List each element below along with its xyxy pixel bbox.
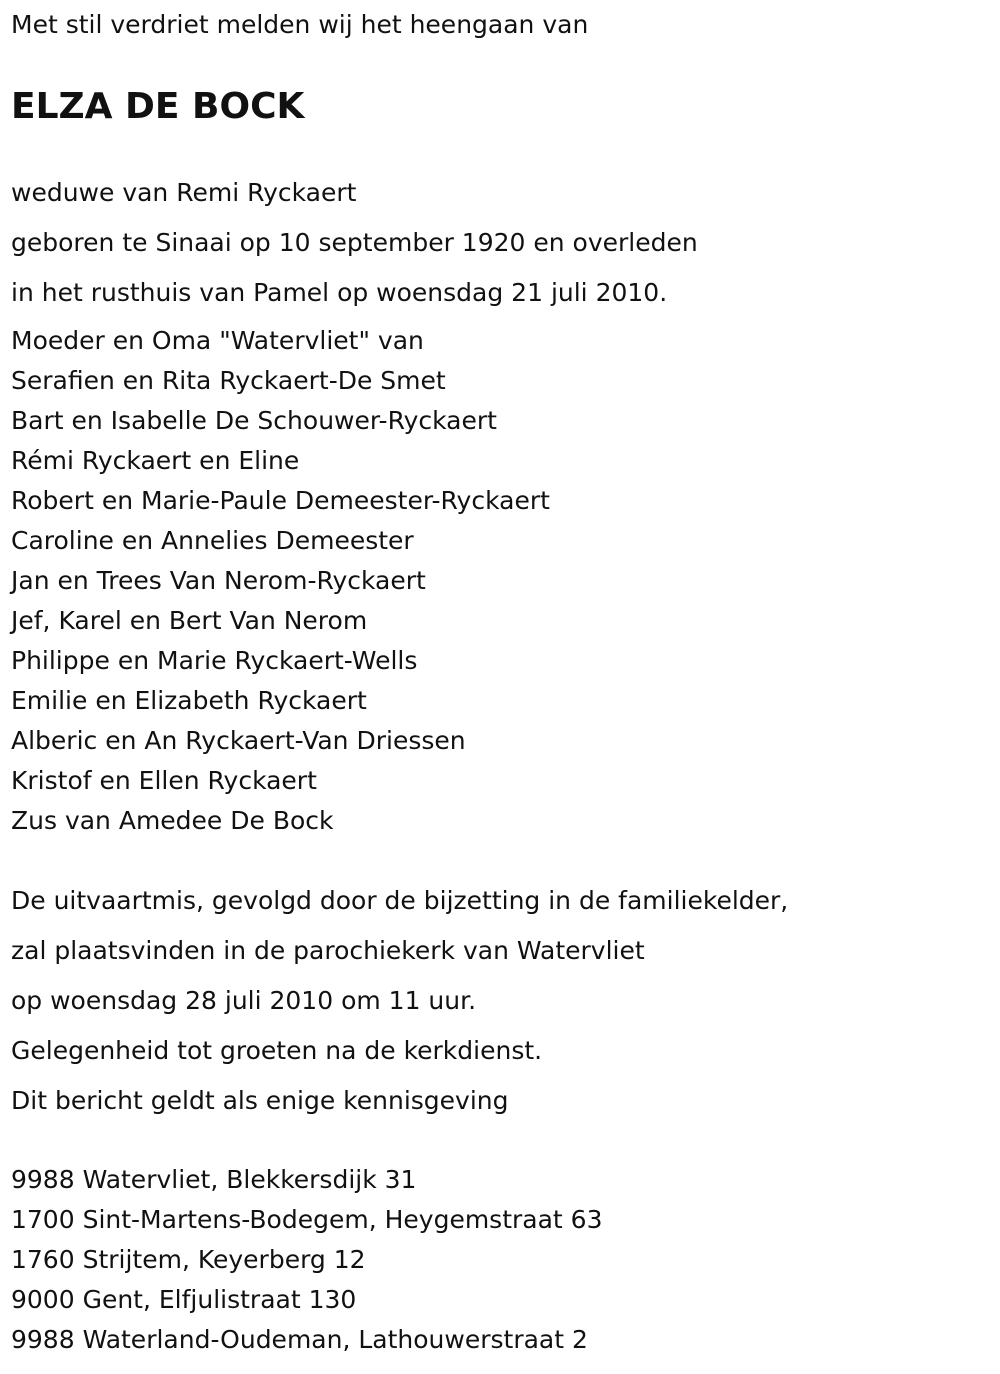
- address-line: 9988 Waterland-Oudeman, Lathouwerstraat 2: [11, 1325, 588, 1354]
- service-line: op woensdag 28 juli 2010 om 11 uur.: [11, 986, 477, 1015]
- address-line: 1700 Sint-Martens-Bodegem, Heygemstraat 63: [11, 1205, 603, 1234]
- family-line: Alberic en An Ryckaert-Van Driessen: [11, 726, 466, 755]
- deceased-name: ELZA DE BOCK: [11, 86, 305, 127]
- family-line: Robert en Marie-Paule Demeester-Ryckaert: [11, 486, 550, 515]
- bio-line: in het rusthuis van Pamel op woensdag 21 juli 2010.: [11, 278, 668, 307]
- address-line: 9988 Watervliet, Blekkersdijk 31: [11, 1165, 417, 1194]
- service-line: Dit bericht geldt als enige kennisgeving: [11, 1086, 509, 1115]
- family-line: Jan en Trees Van Nerom-Ryckaert: [11, 566, 426, 595]
- family-line: Serafien en Rita Ryckaert-De Smet: [11, 366, 446, 395]
- family-line: Zus van Amedee De Bock: [11, 806, 334, 835]
- family-line: Philippe en Marie Ryckaert-Wells: [11, 646, 418, 675]
- family-line: Bart en Isabelle De Schouwer-Ryckaert: [11, 406, 497, 435]
- family-line: Kristof en Ellen Ryckaert: [11, 766, 317, 795]
- family-line: Emilie en Elizabeth Ryckaert: [11, 686, 367, 715]
- family-line: Rémi Ryckaert en Eline: [11, 446, 300, 475]
- address-line: 1760 Strijtem, Keyerberg 12: [11, 1245, 366, 1274]
- intro-text: Met stil verdriet melden wij het heengaan van: [11, 10, 589, 39]
- bio-line: geboren te Sinaai op 10 september 1920 en overleden: [11, 228, 698, 257]
- family-line: Caroline en Annelies Demeester: [11, 526, 414, 555]
- family-line: Jef, Karel en Bert Van Nerom: [11, 606, 368, 635]
- service-line: Gelegenheid tot groeten na de kerkdienst.: [11, 1036, 543, 1065]
- family-line: Moeder en Oma "Watervliet" van: [11, 326, 424, 355]
- bio-line: weduwe van Remi Ryckaert: [11, 178, 357, 207]
- service-line: zal plaatsvinden in de parochiekerk van Watervliet: [11, 936, 645, 965]
- service-line: De uitvaartmis, gevolgd door de bijzetting in de familiekelder,: [11, 886, 789, 915]
- address-line: 9000 Gent, Elfjulistraat 130: [11, 1285, 357, 1314]
